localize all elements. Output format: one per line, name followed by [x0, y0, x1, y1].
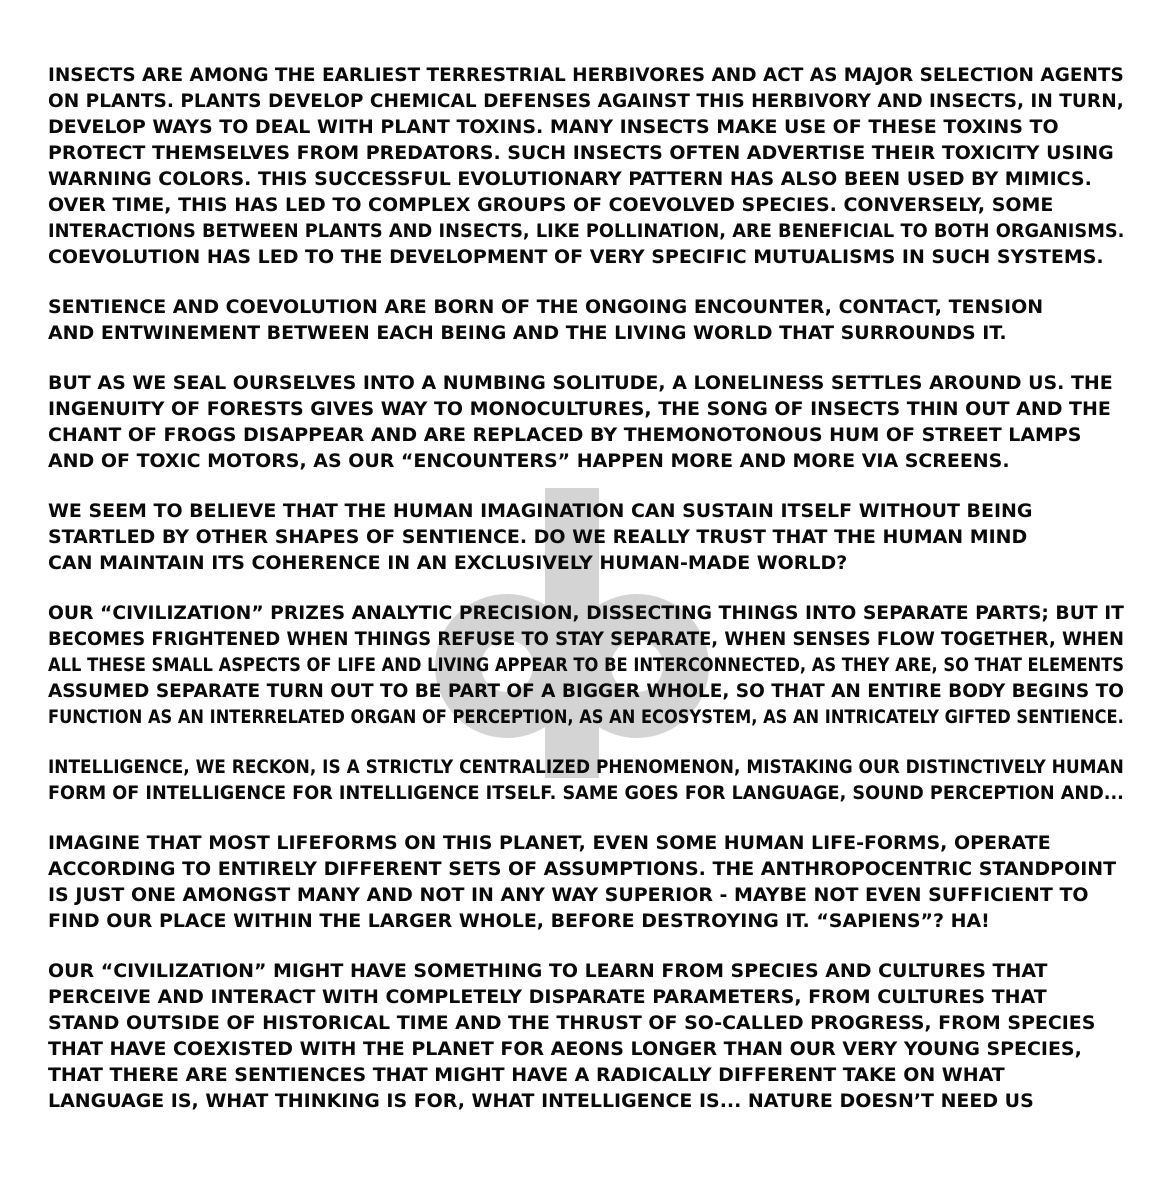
text-line: ALL THESE SMALL ASPECTS OF LIFE AND LIVING APPEAR TO BE INTERCONNECTED, AS THEY ARE, SO THAT ELEMENTS [48, 654, 1125, 676]
paragraph [48, 754, 1126, 806]
text-line: INSECTS ARE AMONG THE EARLIEST TERRESTRIAL HERBIVORES AND ACT AS MAJOR SELECTION AGENTS [48, 64, 1124, 86]
text-line: FIND OUR PLACE WITHIN THE LARGER WHOLE, BEFORE DESTROYING IT. “SAPIENS”? HA! [48, 910, 990, 932]
text-line: ACCORDING TO ENTIRELY DIFFERENT SETS OF ASSUMPTIONS. THE ANTHROPOCENTRIC STANDPOINT [48, 858, 1117, 880]
text-line: WE SEEM TO BELIEVE THAT THE HUMAN IMAGINATION CAN SUSTAIN ITSELF WITHOUT BEING [48, 500, 1033, 522]
text-line: INGENUITY OF FORESTS GIVES WAY TO MONOCULTURES, THE SONG OF INSECTS THIN OUT AND THE [48, 398, 1111, 420]
text-line: ASSUMED SEPARATE TURN OUT TO BE PART OF A BIGGER WHOLE, SO THAT AN ENTIRE BODY BEGINS TO [48, 680, 1124, 702]
text-line: BECOMES FRIGHTENED WHEN THINGS REFUSE TO STAY SEPARATE, WHEN SENSES FLOW TOGETHER, WHEN [48, 628, 1124, 650]
text-line: WARNING COLORS. THIS SUCCESSFUL EVOLUTIONARY PATTERN HAS ALSO BEEN USED BY MIMICS. [48, 168, 1092, 190]
text-line: INTELLIGENCE, WE RECKON, IS A STRICTLY CENTRALIZED PHENOMENON, MISTAKING OUR DISTINCTIVELY HUMAN [48, 756, 1124, 778]
text-line: LANGUAGE IS, WHAT THINKING IS FOR, WHAT INTELLIGENCE IS... NATURE DOESN’T NEED US [48, 1090, 1034, 1112]
text-line: THAT HAVE COEXISTED WITH THE PLANET FOR AEONS LONGER THAN OUR VERY YOUNG SPECIES, [48, 1038, 1082, 1060]
text-line: IMAGINE THAT MOST LIFEFORMS ON THIS PLANET, EVEN SOME HUMAN LIFE-FORMS, OPERATE [48, 832, 1051, 854]
text-line: OVER TIME, THIS HAS LED TO COMPLEX GROUPS OF COEVOLVED SPECIES. CONVERSELY, SOME [48, 194, 1054, 216]
text-line: FUNCTION AS AN INTERRELATED ORGAN OF PERCEPTION, AS AN ECOSYSTEM, AS AN INTRICATELY GIFTED SENTIENCE. [48, 706, 1124, 728]
text-line: STAND OUTSIDE OF HISTORICAL TIME AND THE THRUST OF SO-CALLED PROGRESS, FROM SPECIES [48, 1012, 1096, 1034]
text-line: AND OF TOXIC MOTORS, AS OUR “ENCOUNTERS” HAPPEN MORE AND MORE VIA SCREENS. [48, 450, 1010, 472]
text-line: FORM OF INTELLIGENCE FOR INTELLIGENCE ITSELF. SAME GOES FOR LANGUAGE, SOUND PERCEPTION AND... [48, 782, 1124, 804]
text-line: THAT THERE ARE SENTIENCES THAT MIGHT HAVE A RADICALLY DIFFERENT TAKE ON WHAT [48, 1064, 1005, 1086]
paragraph [48, 294, 1126, 346]
paragraph [48, 370, 1126, 474]
text-line: ON PLANTS. PLANTS DEVELOP CHEMICAL DEFENSES AGAINST THIS HERBIVORY AND INSECTS, IN TURN, [48, 90, 1124, 112]
text-line: AND ENTWINEMENT BETWEEN EACH BEING AND THE LIVING WORLD THAT SURROUNDS IT. [48, 322, 1007, 344]
text-line: CHANT OF FROGS DISAPPEAR AND ARE REPLACED BY THEMONOTONOUS HUM OF STREET LAMPS [48, 424, 1082, 446]
text-line: OUR “CIVILIZATION” MIGHT HAVE SOMETHING TO LEARN FROM SPECIES AND CULTURES THAT [48, 960, 1048, 982]
text-line: PERCEIVE AND INTERACT WITH COMPLETELY DISPARATE PARAMETERS, FROM CULTURES THAT [48, 986, 1047, 1008]
text-line: OUR “CIVILIZATION” PRIZES ANALYTIC PRECISION, DISSECTING THINGS INTO SEPARATE PARTS; BUT IT [48, 602, 1124, 624]
paragraph [48, 830, 1126, 934]
text-line: INTERACTIONS BETWEEN PLANTS AND INSECTS, LIKE POLLINATION, ARE BENEFICIAL TO BOTH ORGANISMS. [48, 220, 1125, 242]
text-line: SENTIENCE AND COEVOLUTION ARE BORN OF THE ONGOING ENCOUNTER, CONTACT, TENSION [48, 296, 1044, 318]
text-line: STARTLED BY OTHER SHAPES OF SENTIENCE. DO WE REALLY TRUST THAT THE HUMAN MIND [48, 526, 1028, 548]
text-line: PROTECT THEMSELVES FROM PREDATORS. SUCH INSECTS OFTEN ADVERTISE THEIR TOXICITY USING [48, 142, 1114, 164]
paragraph [48, 62, 1126, 270]
paragraph [48, 958, 1126, 1114]
paragraph [48, 600, 1126, 730]
text-line: IS JUST ONE AMONGST MANY AND NOT IN ANY WAY SUPERIOR - MAYBE NOT EVEN SUFFICIENT TO [48, 884, 1089, 906]
text-line: DEVELOP WAYS TO DEAL WITH PLANT TOXINS. MANY INSECTS MAKE USE OF THESE TOXINS TO [48, 116, 1059, 138]
paragraph [48, 498, 1126, 576]
text-body [48, 62, 1126, 1138]
text-line: CAN MAINTAIN ITS COHERENCE IN AN EXCLUSIVELY HUMAN-MADE WORLD? [48, 552, 848, 574]
text-line: BUT AS WE SEAL OURSELVES INTO A NUMBING SOLITUDE, A LONELINESS SETTLES AROUND US. THE [48, 372, 1113, 394]
text-line: COEVOLUTION HAS LED TO THE DEVELOPMENT OF VERY SPECIFIC MUTUALISMS IN SUCH SYSTEMS. [48, 246, 1104, 268]
